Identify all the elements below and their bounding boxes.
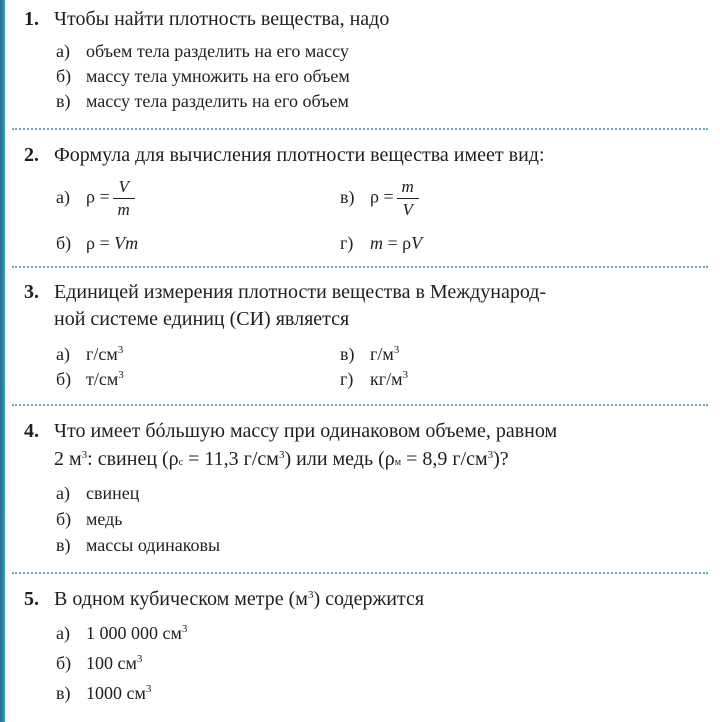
option-letter: в) <box>340 186 355 207</box>
question-number: 4. <box>24 420 39 442</box>
fraction-numerator: m <box>401 177 414 196</box>
question-text-line1: Единицей измерения плотности вещества в Международ- <box>54 281 547 303</box>
option-letter: а) <box>56 623 70 643</box>
option-letter: а) <box>56 186 70 207</box>
superscript: 3 <box>136 653 143 665</box>
formula-expression: Vm <box>114 233 139 253</box>
divider <box>12 128 708 130</box>
question-1 <box>24 6 389 32</box>
formula-lhs: m <box>370 233 383 253</box>
option-text: кг/м <box>370 369 403 389</box>
option-4a <box>56 482 139 504</box>
text-part: 2 м <box>54 448 82 470</box>
option-text: объем тела разделить на его массу <box>86 41 349 61</box>
option-letter: в) <box>56 91 71 111</box>
option-letter: г) <box>340 233 354 253</box>
option-text: массу тела умножить на его объем <box>86 66 350 86</box>
text-part: : свинец (ρ <box>87 448 179 470</box>
text-part: = 8,9 г/см <box>401 448 488 470</box>
superscript: 3 <box>181 623 188 635</box>
option-5b <box>56 652 142 674</box>
option-1a <box>56 40 349 62</box>
superscript: 3 <box>117 344 124 356</box>
option-text: 1000 см <box>86 683 146 703</box>
subscript: с <box>178 457 184 468</box>
question-number: 3. <box>24 281 39 303</box>
question-4-line2 <box>54 446 509 472</box>
superscript: 3 <box>145 683 152 695</box>
option-text: г/см <box>86 344 118 364</box>
option-letter: в) <box>56 683 71 703</box>
divider <box>12 404 708 406</box>
superscript: 3 <box>278 449 285 461</box>
question-2 <box>24 142 545 168</box>
formula-prefix: ρ = <box>86 233 110 253</box>
option-1c <box>56 90 349 112</box>
fraction-denominator: m <box>117 200 130 219</box>
option-2c <box>340 178 419 219</box>
text-part: )? <box>493 448 509 470</box>
option-4b <box>56 508 123 530</box>
option-2d <box>340 232 422 254</box>
option-2b <box>56 232 138 254</box>
option-letter: а) <box>56 344 70 364</box>
option-letter: б) <box>56 233 72 253</box>
superscript: 3 <box>393 344 400 356</box>
option-text: г/м <box>370 344 394 364</box>
fraction-numerator: V <box>118 177 129 196</box>
option-3b <box>56 368 124 390</box>
question-5 <box>24 586 424 612</box>
text-part: = 11,3 г/см <box>183 448 279 470</box>
option-letter: в) <box>56 535 71 555</box>
option-3d <box>340 368 408 390</box>
question-text: Формула для вычисления плотности вещества имеет вид: <box>54 144 545 166</box>
superscript: 3 <box>487 449 494 461</box>
option-3a <box>56 343 123 365</box>
superscript: 3 <box>402 369 409 381</box>
superscript: 3 <box>81 449 88 461</box>
option-text: 100 см <box>86 653 137 673</box>
option-letter: г) <box>340 369 354 389</box>
page-edge-stripe <box>0 0 5 722</box>
option-5a <box>56 622 187 644</box>
superscript: 3 <box>307 589 314 601</box>
question-number: 5. <box>24 588 39 610</box>
question-text: ) содержится <box>313 588 425 610</box>
option-letter: б) <box>56 369 72 389</box>
option-text: свинец <box>86 483 140 503</box>
fraction-denominator: V <box>402 200 413 219</box>
fraction-bar <box>113 198 135 199</box>
question-3-line2 <box>54 306 349 332</box>
question-3 <box>24 279 546 305</box>
option-letter: б) <box>56 66 72 86</box>
option-letter: б) <box>56 653 72 673</box>
divider <box>12 266 708 268</box>
formula-eq: = ρ <box>387 233 412 253</box>
option-text: массы одинаковы <box>86 535 221 555</box>
question-number: 1. <box>24 8 39 30</box>
option-text: 1 000 000 см <box>86 623 182 643</box>
text-part: ) или медь (ρ <box>284 448 395 470</box>
formula-prefix: ρ = <box>370 186 394 207</box>
formula-prefix: ρ = <box>86 186 110 207</box>
fraction-bar <box>397 198 419 199</box>
option-2a <box>56 178 135 219</box>
fraction <box>397 178 419 219</box>
question-4 <box>24 418 557 444</box>
option-letter: а) <box>56 483 70 503</box>
question-text: Чтобы найти плотность вещества, надо <box>54 8 390 30</box>
option-letter: в) <box>340 344 355 364</box>
option-text: массу тела разделить на его объем <box>86 91 349 111</box>
fraction <box>113 178 135 219</box>
question-number: 2. <box>24 144 39 166</box>
option-1b <box>56 65 350 87</box>
question-text: В одном кубическом метре (м <box>54 588 308 610</box>
option-3c <box>340 343 399 365</box>
option-letter: б) <box>56 509 72 529</box>
option-5c <box>56 682 151 704</box>
superscript: 3 <box>118 369 124 381</box>
option-text: т/см <box>86 369 119 389</box>
option-text: медь <box>86 509 123 529</box>
question-text-line2: ной системе единиц (СИ) является <box>54 308 350 330</box>
formula-rhs: V <box>411 233 423 253</box>
question-text-line1: Что имеет бóльшую массу при одинаковом объеме, равном <box>54 420 558 442</box>
divider <box>12 572 708 574</box>
option-4c <box>56 534 220 556</box>
subscript: м <box>394 457 402 468</box>
option-letter: а) <box>56 41 70 61</box>
